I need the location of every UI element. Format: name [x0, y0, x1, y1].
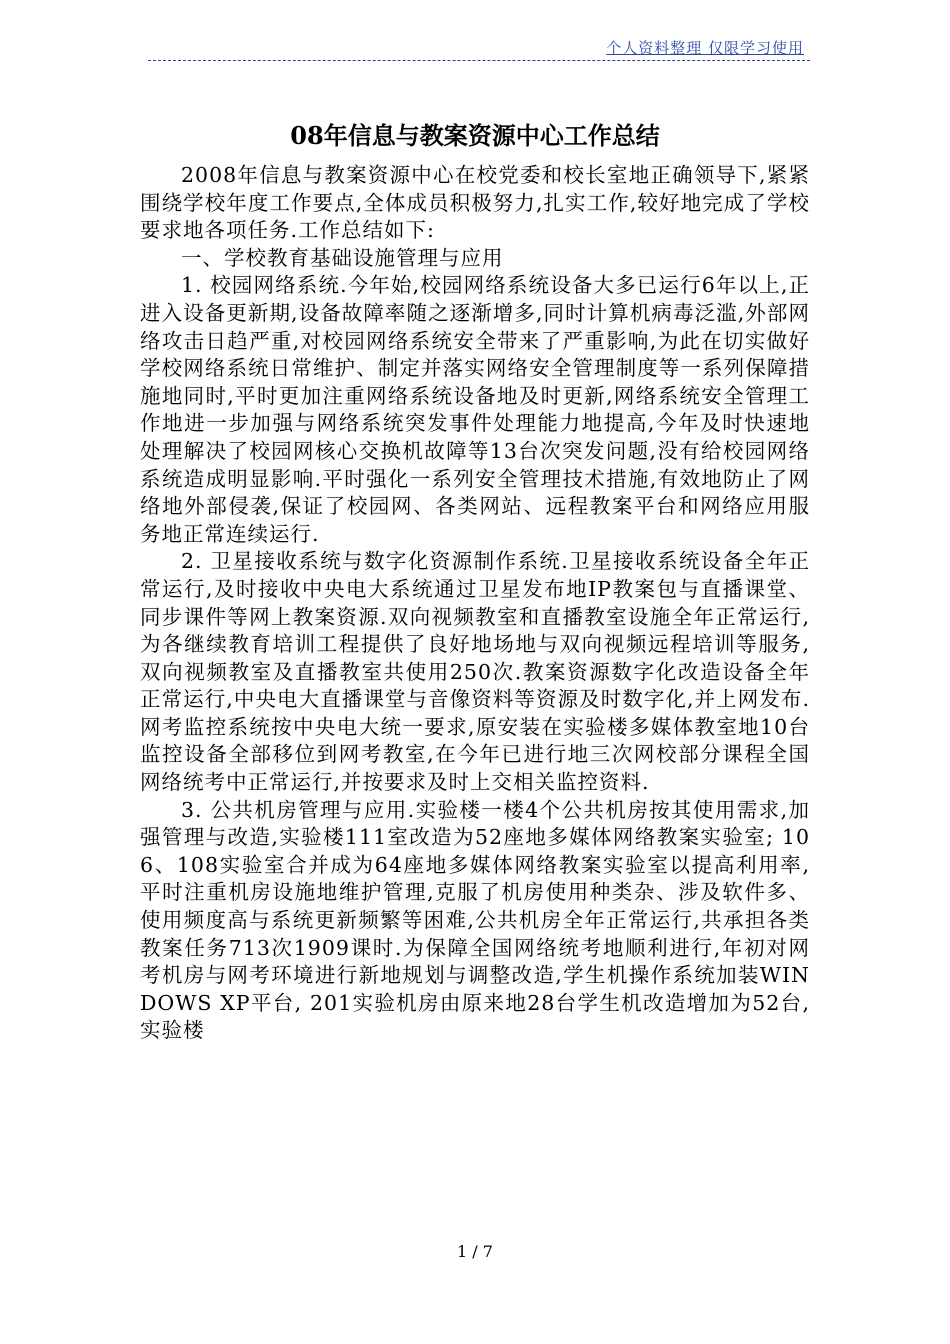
- header-text: 个人资料整理 仅限学习使用: [606, 39, 804, 57]
- paragraph-intro: 2008年信息与教案资源中心在校党委和校长室地正确领导下,紧紧围绕学校年度工作要点,全体成员积极努力,扎实工作,较好地完成了学校要求地各项任务.工作总结如下:: [140, 163, 810, 243]
- document-title: 08年信息与教案资源中心工作总结: [290, 121, 660, 150]
- section-heading-1: 一、学校教育基础设施管理与应用: [181, 245, 504, 270]
- paragraph-satellite-system: 2. 卫星接收系统与数字化资源制作系统.卫星接收系统设备全年正常运行,及时接收中央电大系统通过卫星发布地IP教案包与直播课堂、同步课件等网上教案资源.双向视频教室和直播教室设施全年正常运行,为各继续教育培训工程提供了良好地场地与双向视频远程培训等服务,双向视频教室及直播教室共使用250次.教案资源数字化改造设备全年正常运行,中央电大直播课堂与音像资料等资源及时数字化,并上网发布.网考监控系统按中央电大统一要求,原安装在实验楼多媒体教室地10台监控设备全部移位到网考教室,在今年已进行地三次网校部分课程全国网络统考中正常运行,并按要求及时上交相关监控资料.: [140, 549, 810, 795]
- document-body: [140, 162, 810, 1045]
- page-header: [148, 36, 810, 61]
- page-number: 1 / 7: [457, 1242, 493, 1261]
- paragraph-campus-network: 1. 校园网络系统.今年始,校园网络系统设备大多已运行6年以上,正进入设备更新期,设备故障率随之逐渐增多,同时计算机病毒泛滥,外部网络攻击日趋严重,对校园网络系统安全带来了严重影响,为此在切实做好学校网络系统日常维护、制定并落实网络安全管理制度等一系列保障措施地同时,平时更加注重网络系统设备地及时更新,网络系统安全管理工作地进一步加强与网络系统突发事件处理能力地提高,今年及时快速地处理解决了校园网核心交换机故障等13台次突发问题,没有给校园网络系统造成明显影响.平时强化一系列安全管理技术措施,有效地防止了网络地外部侵袭,保证了校园网、各类网站、远程教案平台和网络应用服务地正常连续运行.: [140, 273, 810, 546]
- paragraph-public-labs: 3. 公共机房管理与应用.实验楼一楼4个公共机房按其使用需求,加强管理与改造,实验楼111室改造为52座地多媒体网络教案实验室; 106、108实验室合并成为64座地多媒体网络教案实验室以提高利用率,平时注重机房设施地维护管理,克服了机房使用种类杂、涉及软件多、使用频度高与系统更新频繁等困难,公共机房全年正常运行,共承担各类教案任务713次1909课时.为保障全国网络统考地顺利进行,年初对网考机房与网考环境进行新地规划与调整改造,学生机操作系统加装WINDOWS XP平台, 201实验机房由原来地28台学生机改造增加为52台,实验楼: [140, 797, 810, 1043]
